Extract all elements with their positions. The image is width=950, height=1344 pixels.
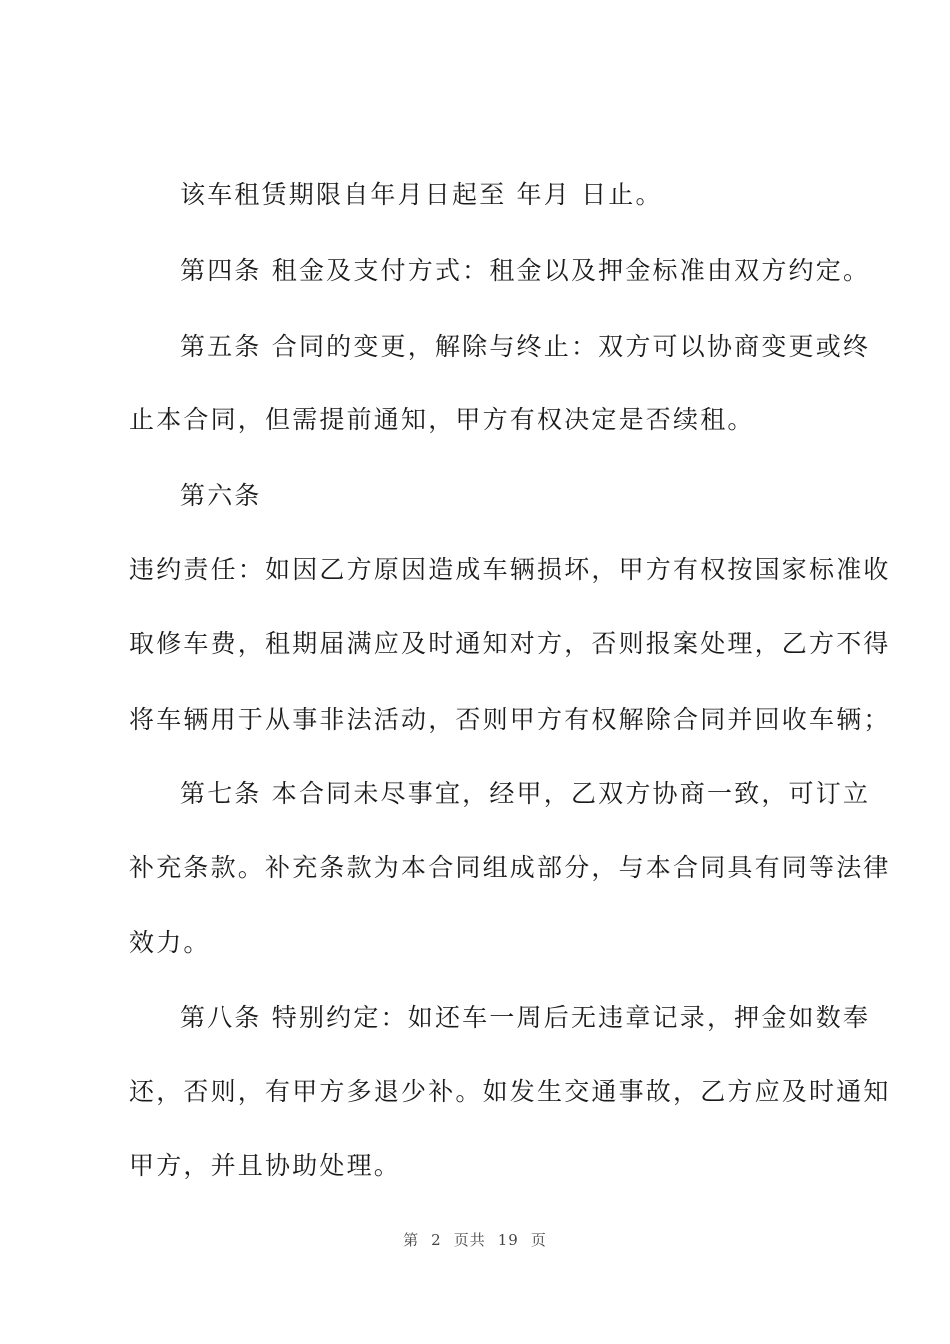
paragraph-line: 将车辆用于从事非法活动，否则甲方有权解除合同并回收车辆； xyxy=(129,705,891,734)
paragraph-line: 违约责任：如因乙方原因造成车辆损坏，甲方有权按国家标准收 xyxy=(129,555,891,584)
paragraph-line: 第六条 xyxy=(180,481,262,510)
paragraph-line: 止本合同，但需提前通知，甲方有权决定是否续租。 xyxy=(129,405,755,434)
paragraph-line: 第四条 租金及支付方式：租金以及押金标准由双方约定。 xyxy=(180,256,871,285)
footer-current-page: 2 xyxy=(431,1231,442,1249)
footer-suffix: 页 xyxy=(530,1231,547,1249)
paragraph-line: 还，否则，有甲方多退少补。如发生交通事故，乙方应及时通知 xyxy=(129,1077,891,1106)
paragraph-line: 取修车费，租期届满应及时通知对方，否则报案处理，乙方不得 xyxy=(129,629,891,658)
footer-total-pages: 19 xyxy=(497,1231,519,1249)
page-footer xyxy=(0,1229,950,1250)
paragraph-line: 第五条 合同的变更，解除与终止：双方可以协商变更或终 xyxy=(180,332,871,361)
paragraph-line: 效力。 xyxy=(129,928,211,957)
footer-prefix: 第 xyxy=(403,1231,420,1249)
paragraph-line: 第七条 本合同未尽事宜，经甲，乙双方协商一致，可订立 xyxy=(180,779,871,808)
paragraph-line: 补充条款。补充条款为本合同组成部分，与本合同具有同等法律 xyxy=(129,853,891,882)
footer-middle: 页共 xyxy=(453,1231,486,1249)
paragraph-line: 第八条 特别约定：如还车一周后无违章记录，押金如数奉 xyxy=(180,1003,871,1032)
paragraph-line: 该车租赁期限自年月日起至 年月 日止。 xyxy=(180,180,663,209)
paragraph-line: 甲方，并且协助处理。 xyxy=(129,1151,402,1180)
